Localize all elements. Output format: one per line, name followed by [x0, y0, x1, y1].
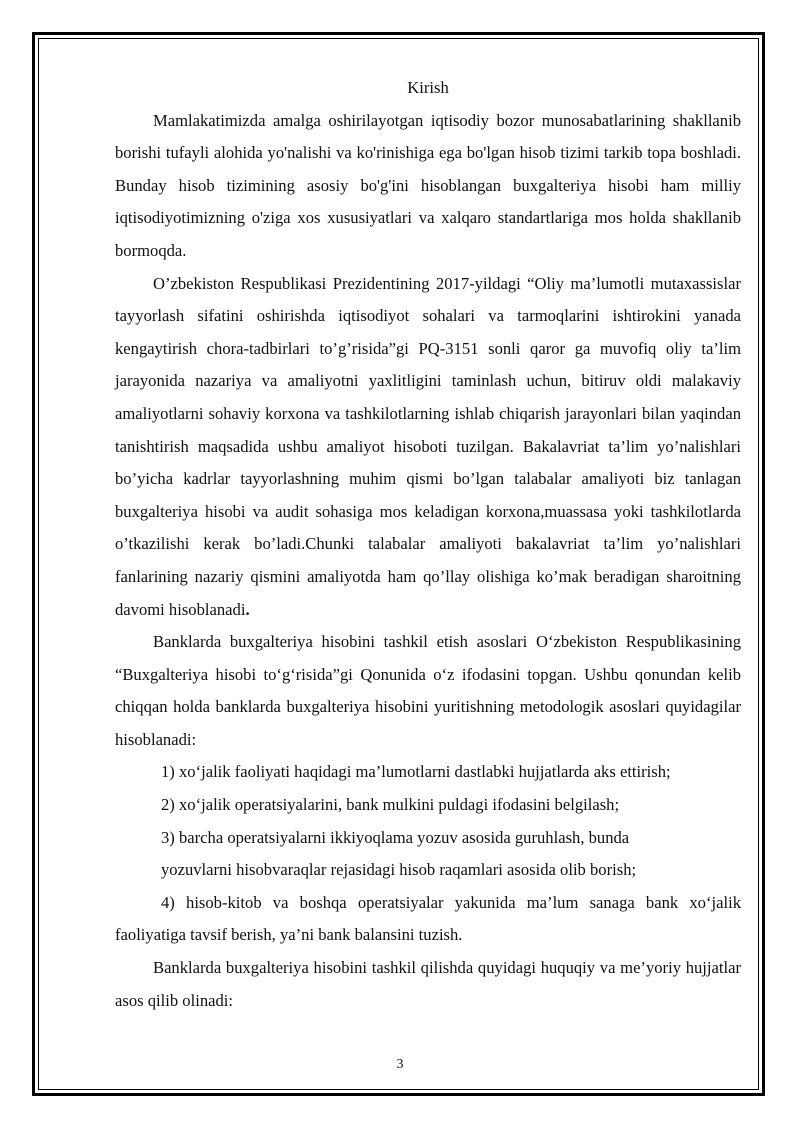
paragraph-2-end: .: [245, 599, 250, 619]
paragraph-2: [115, 268, 741, 627]
closing-paragraph: Banklarda buxgalteriya hisobini tashkil qilishda quyidagi huquqiy va me’yoriy hujjatlar asos qilib olinadi:: [115, 958, 741, 1010]
paragraph-2-text: O’zbekiston Respublikasi Prezidentining 2017-yildagi “Oliy ma’lumotli mutaxassislar tayyorlash sifatini oshirishda iqtisodiyot sohalari va tarmoqlarini ishtirokini yanada kengaytirish chora-tadbirlari to’g’risida”gi PQ-3151 sonli qaror ga muvofiq oliy ta’lim jarayonida nazariya va amaliyotni yaxlitligini taminlash uchun, bitiruv oldi malakaviy amaliyotlarni sohaviy korxona va tashkilotlarning ishlab chiqarish jarayonlari bilan yaqindan tanishtirish maqsadida ushbu amaliyot hisoboti tuzilgan. Bakalavriat ta’lim yo’nalishlari bo’yicha kadrlar tayyorlashning muhim qismi bo’lgan talabalar amaliyoti biz tanlagan buxgalteriya hisobi va audit sohasiga mos keladigan korxona,muassasa yoki tashkilotlarda o’tkazilishi kerak bo’ladi.Chunki talabalar amaliyoti bakalavriat ta’lim yo’nalishlari fanlarining nazariy qismini amaliyotda ham qo’llay olishiga ko’mak beradigan sharoitning davomi hisoblanadi: [115, 273, 741, 619]
document-body: [115, 72, 741, 1017]
paragraph-3: Banklarda buxgalteriya hisobini tashkil etish asoslari O‘zbekiston Respublikasining “Buxgalteriya hisobi to‘g‘risida”gi Qonunida o‘z ifodasini topgan. Ushbu qonundan kelib chiqqan holda banklarda buxgalteriya hisobini yuritishning metodologik asoslari quyidagilar hisoblanadi:: [115, 632, 741, 749]
list-item-3: 3) barcha operatsiyalarni ikkiyoqlama yozuv asosida guruhlash, bunda: [161, 827, 630, 847]
paragraph-1: Mamlakatimizda amalga oshirilayotgan iqtisodiy bozor munosabatlarining shakllanib borishi tufayli alohida yo'nalishi va ko'rinishiga ega bo'lgan hisob tizimi tarkib topa boshladi. Bunday hisob tizimining asosiy bo'g'ini hisoblangan buxgalteriya hisobi ham milliy iqtisodiyotimizning o'ziga xos xususiyatlari va xalqaro standartlariga mos holda shakllanib bormoqda.: [115, 110, 741, 260]
page-number: 3: [396, 1057, 404, 1072]
list-item-4: 4) hisob-kitob va boshqa operatsiyalar yakunida ma’lum sanaga bank xo‘jalik faoliyatiga tavsif berish, ya’ni bank balansini tuzish.: [115, 892, 741, 945]
list-item-3-continued: yozuvlarni hisobvaraqlar rejasidagi hisob raqamlari asosida olib borish;: [161, 860, 637, 880]
list-item-1: 1) xo‘jalik faoliyati haqidagi ma’lumotlarni dastlabki hujjatlarda aks ettirish;: [161, 762, 671, 782]
list-item-2: 2) xo‘jalik operatsiyalarini, bank mulkini puldagi ifodasini belgilash;: [161, 795, 620, 815]
page-title: Kirish: [407, 78, 449, 97]
